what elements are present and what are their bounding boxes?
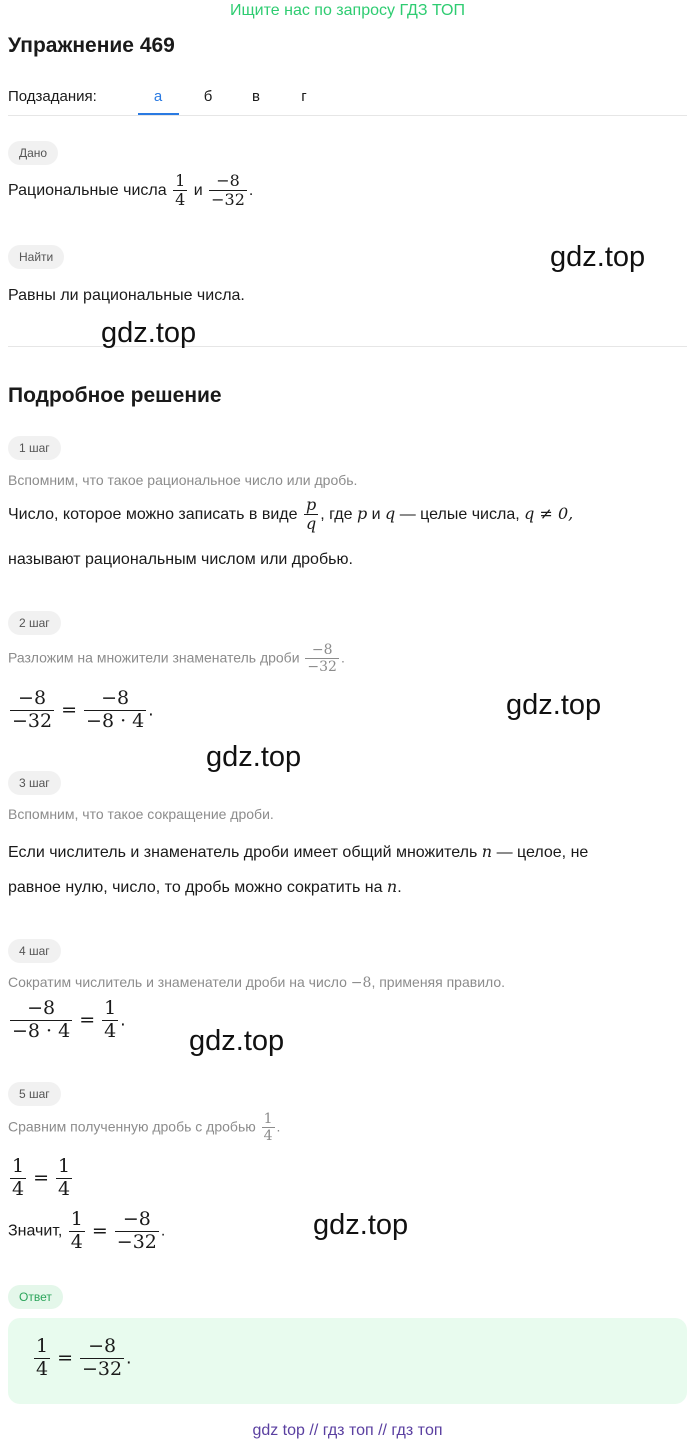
exercise-title: Упражнение 469 (8, 34, 175, 57)
step-2-hint-text: Разложим на множители знаменатель дроби (8, 649, 300, 666)
step-3-var-n: n (481, 842, 493, 861)
step-1-var-q: q (385, 504, 396, 524)
step-5-eq1-right (56, 1156, 72, 1201)
step-5-eq2-right-num: −8 (122, 1208, 151, 1230)
step-5-hint-fraction (262, 1111, 275, 1144)
find-pill: Найти (8, 245, 64, 269)
step-5-eq1-left-den: 4 (12, 1177, 25, 1200)
step-2-equation (8, 688, 154, 733)
step-5-eq1-left (10, 1156, 26, 1201)
step-2-hint-fraction-num: −8 (311, 642, 333, 658)
step-4-hint-b: , применяя правило. (371, 974, 506, 990)
step-1-text-a: Число, которое можно записать в виде (8, 506, 298, 524)
step-2-pill: 2 шаг (8, 611, 61, 635)
step-2-eq-left (10, 688, 54, 733)
step-1-fraction-num: p (305, 495, 317, 514)
step-5-eq2-left (69, 1209, 85, 1254)
equals-sign: = (79, 1009, 96, 1032)
given-fraction-1 (173, 172, 187, 210)
step-4-eq-right (102, 998, 118, 1043)
step-1-fraction-den: q (305, 514, 317, 534)
watermark: gdz.top (206, 741, 302, 773)
step-1-text-c: — целые числа, (399, 506, 520, 524)
step-1-text-b: , где (320, 506, 353, 524)
step-2-hint-fraction (305, 642, 339, 675)
step-4-eq-left-den: −8 · 4 (12, 1019, 71, 1042)
answer-left-den: 4 (36, 1357, 49, 1380)
watermark: gdz.top (101, 317, 197, 349)
step-5-hint-fraction-den: 4 (263, 1128, 273, 1145)
step-5-pill: 5 шаг (8, 1082, 61, 1106)
step-2-hint-end: . (340, 649, 345, 666)
step-5-conclusion (8, 1209, 165, 1254)
step-2-hint (8, 642, 345, 675)
step-5-eq1-right-den: 4 (58, 1177, 71, 1200)
tab-v[interactable]: в (252, 88, 260, 105)
step-3-line-2 (8, 877, 402, 897)
step-5-eq2-right (115, 1209, 159, 1254)
step-1-line-2: называют рациональным числом или дробью. (8, 551, 353, 568)
step-3-text-c: равное нулю, число, то дробь можно сократить на (8, 879, 383, 896)
answer-pill: Ответ (8, 1285, 63, 1309)
given-fraction-1-num: 1 (175, 171, 186, 190)
given-fraction-2 (209, 172, 247, 210)
answer-box (8, 1318, 687, 1404)
watermark: gdz.top (313, 1209, 409, 1241)
step-3-hint: Вспомним, что такое сокращение дроби. (8, 806, 274, 822)
find-text: Равны ли рациональные числа. (8, 287, 245, 304)
step-2-eq-right-den: −8 · 4 (86, 709, 145, 732)
step-4-eq-right-num: 1 (104, 997, 117, 1019)
step-1-and: и (371, 506, 381, 524)
step-3-pill: 3 шаг (8, 771, 61, 795)
step-5-eq1-right-num: 1 (58, 1155, 71, 1177)
step-4-eq-left-num: −8 (27, 997, 56, 1019)
step-4-hint-number: −8 (350, 975, 372, 991)
step-4-hint-a: Сократим числитель и знаменатели дроби на число (8, 974, 347, 990)
step-1-var-p: p (356, 504, 368, 524)
top-banner[interactable]: Ищите нас по запросу ГДЗ ТОП (230, 2, 465, 19)
step-5-hint-text: Сравним полученную дробь с дробью (8, 1118, 256, 1135)
given-fraction-1-den: 4 (175, 190, 186, 210)
subtasks-bar (8, 86, 687, 116)
equals-sign: = (57, 1347, 74, 1370)
equals-sign: = (61, 699, 78, 722)
step-5-eq1-left-num: 1 (12, 1155, 25, 1177)
step-3-line-1 (8, 842, 588, 862)
watermark: gdz.top (506, 689, 602, 721)
step-3-text-b: — целое, не (496, 844, 589, 861)
answer-left (34, 1336, 50, 1381)
subtasks-label: Подзадания: (8, 88, 97, 105)
step-2-eq-right-num: −8 (101, 687, 130, 709)
step-4-eq-end: . (120, 1009, 126, 1031)
step-2-eq-right (84, 688, 146, 733)
answer-equation (32, 1336, 131, 1381)
step-5-hint-fraction-num: 1 (263, 1111, 273, 1127)
watermark: gdz.top (189, 1025, 285, 1057)
step-3-text-a: Если числитель и знаменатель дроби имеет общий множитель (8, 844, 478, 861)
step-4-pill: 4 шаг (8, 939, 61, 963)
tab-a[interactable]: а (153, 88, 163, 105)
step-5-equation-1 (8, 1156, 74, 1201)
given-text-before: Рациональные числа (8, 182, 167, 200)
answer-right-den: −32 (82, 1357, 123, 1380)
step-4-eq-left (10, 998, 72, 1043)
step-5-eq2-end: . (160, 1222, 166, 1240)
step-1-fraction (304, 496, 318, 534)
step-5-hint (8, 1111, 280, 1144)
step-5-eq2-left-num: 1 (70, 1208, 83, 1230)
equals-sign: = (33, 1167, 50, 1190)
step-2-eq-left-num: −8 (18, 687, 47, 709)
tab-b[interactable]: б (203, 88, 213, 105)
watermark: gdz.top (550, 241, 646, 273)
active-tab-indicator (138, 113, 179, 115)
footer-links[interactable]: gdz top // гдз топ // гдз тoп (252, 1422, 443, 1439)
answer-right (80, 1336, 124, 1381)
solution-title: Подробное решение (8, 384, 222, 407)
step-5-eq2-left-den: 4 (70, 1230, 83, 1253)
answer-right-num: −8 (88, 1335, 117, 1357)
step-1-pill: 1 шаг (8, 436, 61, 460)
equals-sign: = (91, 1220, 108, 1243)
given-fraction-2-num: −8 (216, 171, 240, 190)
step-1-line-1 (8, 496, 573, 534)
answer-left-num: 1 (36, 1335, 49, 1357)
given-text-after: . (248, 182, 254, 200)
given-text (8, 172, 253, 210)
step-2-eq-left-den: −32 (12, 709, 53, 732)
step-5-hint-end: . (276, 1118, 281, 1135)
step-3-var-n-2: n (386, 877, 398, 896)
answer-end: . (126, 1347, 132, 1369)
step-4-equation (8, 998, 126, 1043)
step-2-eq-end: . (148, 699, 154, 721)
step-1-hint: Вспомним, что такое рациональное число или дробь. (8, 472, 358, 488)
step-5-conclusion-text: Значит, (8, 1222, 63, 1240)
step-4-hint (8, 974, 505, 991)
tab-g[interactable]: г (301, 88, 307, 105)
given-pill: Дано (8, 141, 58, 165)
step-4-eq-right-den: 4 (104, 1019, 117, 1042)
step-5-eq2-right-den: −32 (116, 1230, 157, 1253)
given-fraction-2-den: −32 (211, 190, 245, 210)
step-3-text-d: . (397, 879, 402, 896)
step-1-condition: q ≠ 0, (524, 504, 574, 524)
step-2-hint-fraction-den: −32 (307, 659, 337, 676)
given-conj: и (193, 182, 203, 200)
